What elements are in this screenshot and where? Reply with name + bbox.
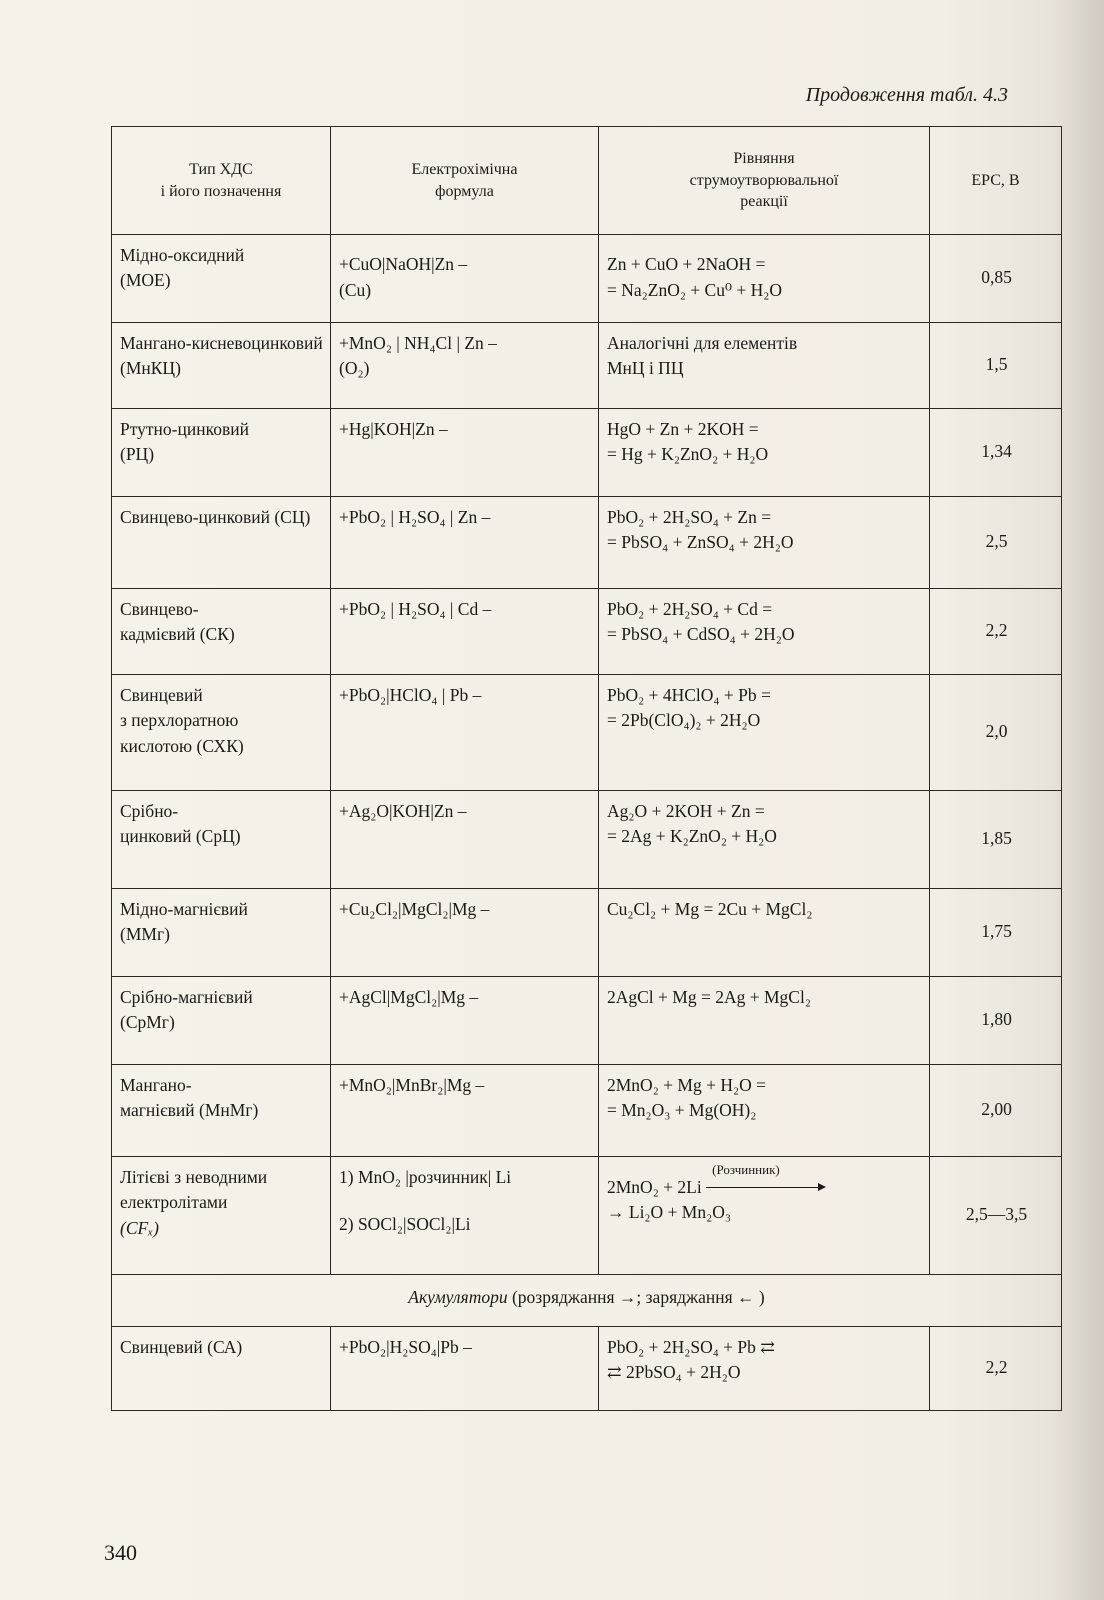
reaction-arrow-icon	[706, 1162, 826, 1200]
header-emf: ЕРС, В	[930, 127, 1062, 235]
lithium-type: Літієві з неводними електролітами	[120, 1167, 268, 1213]
cell-reaction: Zn + CuO + 2NaOH = = Na₂ZnO₂ + Cu⁰ + H₂O	[599, 235, 930, 323]
table-row	[112, 889, 1062, 977]
cell-reaction: 2MnO₂ + Mg + H₂O = = Mn₂O₃ + Mg(OH)₂	[599, 1065, 930, 1157]
cell-emf: 1,5	[930, 323, 1062, 409]
header-reaction: Рівняння струмоутворювальної реакції	[599, 127, 930, 235]
cell-reaction: Аналогічні для елементів МнЦ і ПЦ	[599, 323, 930, 409]
cell-emf: 2,2	[930, 1327, 1062, 1411]
cell-formula: +PbO₂|H₂SO₄|Pb –	[331, 1327, 599, 1411]
section-title: Акумулятори	[408, 1287, 508, 1307]
cell-emf: 1,85	[930, 791, 1062, 889]
section-note: (розряджання →; заряджання ← )	[507, 1287, 765, 1307]
lithium-reaction-left: 2MnO₂ + 2Li	[607, 1177, 702, 1197]
cell-reaction: Ag₂O + 2KOH + Zn = = 2Ag + K₂ZnO₂ + H₂O	[599, 791, 930, 889]
cell-emf: 2,00	[930, 1065, 1062, 1157]
table-caption: Продовження табл. 4.3	[805, 84, 1008, 106]
cell-emf: 2,2	[930, 589, 1062, 675]
cell-reaction: PbO₂ + 2H₂SO₄ + Cd = = PbSO₄ + CdSO₄ + 2H₂O	[599, 589, 930, 675]
cell-emf: 2,5	[930, 497, 1062, 589]
section-row	[112, 1275, 1062, 1327]
table-row	[112, 409, 1062, 497]
table-row	[112, 1327, 1062, 1411]
cell-formula: +PbO₂ | H₂SO₄ | Cd –	[331, 589, 599, 675]
cell-reaction	[599, 1157, 930, 1275]
table-row-lithium	[112, 1157, 1062, 1275]
cell-reaction: 2AgCl + Mg = 2Ag + MgCl₂	[599, 977, 930, 1065]
cells-table	[111, 126, 1062, 1411]
cell-formula: +AgCl|MgCl₂|Mg –	[331, 977, 599, 1065]
cell-type: Мангано-кисневоцинковий (МнКЦ)	[112, 323, 331, 409]
cell-type	[112, 1157, 331, 1275]
cell-formula: +PbO₂|HClO₄ | Pb –	[331, 675, 599, 791]
cell-type: Свинцевий (СА)	[112, 1327, 331, 1411]
cell-emf: 2,0	[930, 675, 1062, 791]
table-row	[112, 235, 1062, 323]
lithium-type-formula: (CFₓ)	[120, 1217, 159, 1238]
cell-reaction: HgO + Zn + 2KOH = = Hg + K₂ZnO₂ + H₂O	[599, 409, 930, 497]
cell-type: Мангано- магнієвий (МнМг)	[112, 1065, 331, 1157]
header-row	[112, 127, 1062, 235]
table-row	[112, 497, 1062, 589]
header-formula: Електрохімічна формула	[331, 127, 599, 235]
table-row	[112, 675, 1062, 791]
cell-emf: 2,5—3,5	[930, 1157, 1062, 1275]
cell-emf: 1,75	[930, 889, 1062, 977]
page-number: 340	[104, 1540, 137, 1565]
cell-type: Срібно-магнієвий (СрМг)	[112, 977, 331, 1065]
lithium-formula-2: 2) SOCl₂|SOCl₂|Li	[339, 1214, 471, 1235]
cell-formula: +MnO₂|MnBr₂|Mg –	[331, 1065, 599, 1157]
cell-type: Свинцевий з перхлоратною кислотою (СХК)	[112, 675, 331, 791]
cell-type: Ртутно-цинковий (РЦ)	[112, 409, 331, 497]
cell-type: Свинцево- кадмієвий (СК)	[112, 589, 331, 675]
cell-formula	[331, 1157, 599, 1275]
cell-type: Мідно-оксидний (МОЕ)	[112, 235, 331, 323]
cell-formula: +Ag₂O|KOH|Zn –	[331, 791, 599, 889]
arrow-label: (Розчинник)	[712, 1162, 780, 1177]
cell-type: Срібно- цинковий (СрЦ)	[112, 791, 331, 889]
cell-formula: +PbO₂ | H₂SO₄ | Zn –	[331, 497, 599, 589]
header-type: Тип ХДС і його позначення	[112, 127, 331, 235]
lithium-formula-1: 1) MnO₂ |розчинник| Li	[339, 1167, 512, 1187]
cell-reaction: PbO₂ + 2H₂SO₄ + Pb ⇄ ⇄ 2PbSO₄ + 2H₂O	[599, 1327, 930, 1411]
table-row	[112, 977, 1062, 1065]
cell-emf: 0,85	[930, 235, 1062, 323]
cell-reaction: PbO₂ + 4HClO₄ + Pb = = 2Pb(ClO₄)₂ + 2H₂O	[599, 675, 930, 791]
table-row	[112, 1065, 1062, 1157]
cell-formula: +Hg|KOH|Zn –	[331, 409, 599, 497]
table-row	[112, 323, 1062, 409]
cell-type: Свинцево-цинковий (СЦ)	[112, 497, 331, 589]
cell-emf: 1,80	[930, 977, 1062, 1065]
lithium-reaction-right: → Li₂O + Mn₂O₃	[607, 1202, 731, 1223]
cell-formula: +MnO₂ | NH₄Cl | Zn – (O₂)	[331, 323, 599, 409]
cell-formula: +Cu₂Cl₂|MgCl₂|Mg –	[331, 889, 599, 977]
cell-reaction: Cu₂Cl₂ + Mg = 2Cu + MgCl₂	[599, 889, 930, 977]
cell-formula: +CuO|NaOH|Zn – (Cu)	[331, 235, 599, 323]
cell-emf: 1,34	[930, 409, 1062, 497]
cell-reaction: PbO₂ + 2H₂SO₄ + Zn = = PbSO₄ + ZnSO₄ + 2H₂O	[599, 497, 930, 589]
cell-type: Мідно-магнієвий (ММг)	[112, 889, 331, 977]
table-row	[112, 589, 1062, 675]
section-heading	[112, 1275, 1062, 1327]
table-row	[112, 791, 1062, 889]
